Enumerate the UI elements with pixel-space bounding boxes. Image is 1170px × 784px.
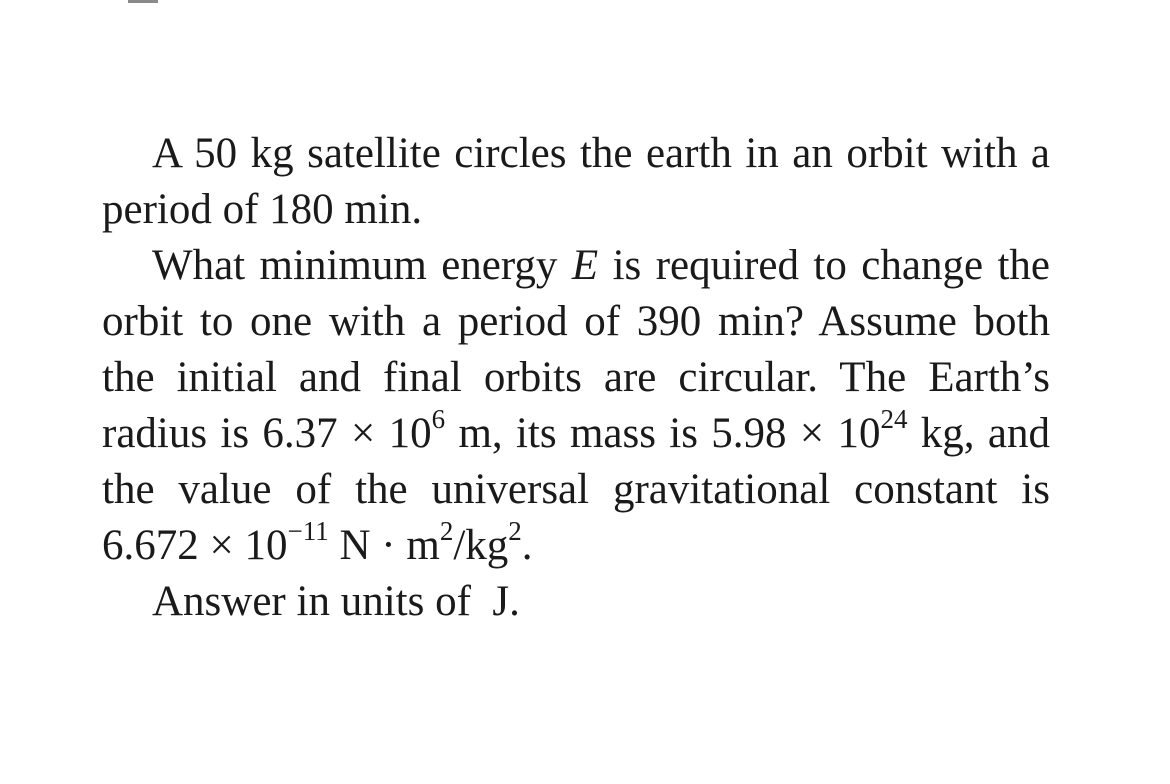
problem-text xyxy=(102,126,1050,630)
kg-exponent: 2 xyxy=(508,515,522,546)
g-exponent: −11 xyxy=(287,515,329,546)
question-text-7: . xyxy=(521,522,533,569)
problem-question xyxy=(102,238,1050,574)
question-text-6: /kg xyxy=(453,522,509,569)
question-text-3: m, its mass is 5.98 × 10 xyxy=(445,410,881,457)
top-edge-mark xyxy=(128,0,158,3)
energy-variable: E xyxy=(571,242,599,289)
question-text-2: is required to change the orbit to one with a period of 390 min? Assume both the initial and final orbits are circular. The Earth’s radius is 6.37 × 10 xyxy=(102,242,1050,457)
intro-text: A 50 kg satellite circles the earth in an orbit with a period of 180 min. xyxy=(102,130,1050,233)
question-text-5: N · m xyxy=(328,522,440,569)
radius-exponent: 6 xyxy=(431,403,446,434)
question-text-4: kg, and the value of the universal gravitational constant is 6.672 × 10 xyxy=(102,410,1050,569)
problem-intro xyxy=(102,126,1050,238)
meter-exponent: 2 xyxy=(439,515,454,546)
answer-prompt-text: Answer in units of J. xyxy=(152,578,520,625)
question-text-1: What minimum energy xyxy=(152,242,572,289)
answer-prompt xyxy=(102,574,1050,630)
mass-exponent: 24 xyxy=(880,403,908,434)
